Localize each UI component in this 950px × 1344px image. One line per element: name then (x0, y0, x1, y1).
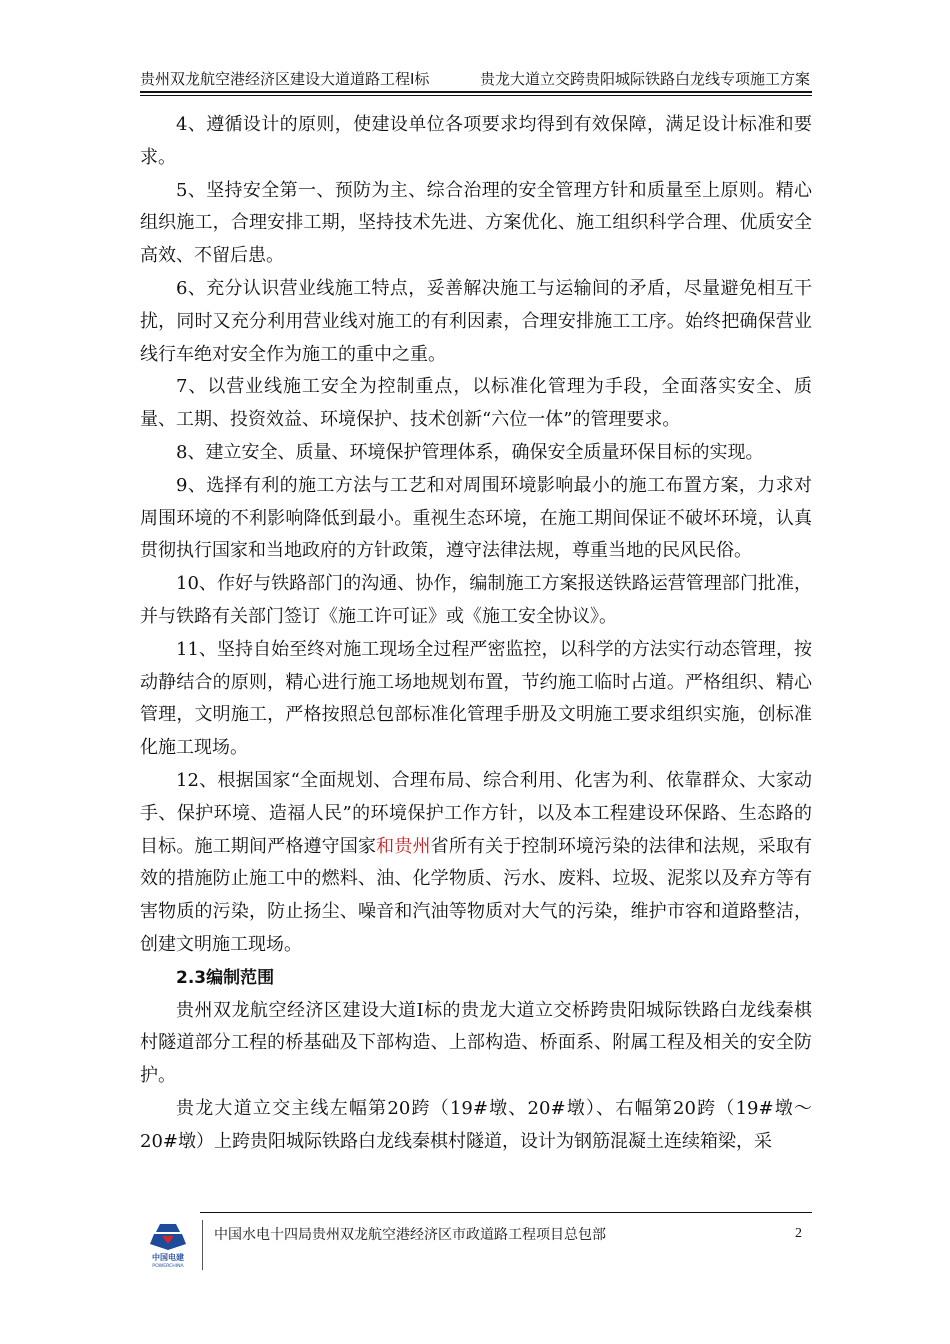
header-document-title: 贵龙大道立交跨贵阳城际铁路白龙线专项施工方案 (479, 70, 810, 88)
paragraph-6: 6、充分认识营业线施工特点，妥善解决施工与运输间的矛盾，尽量避免相互干扰，同时又充分利用营业线对施工的有利因素，合理安排施工工序。始终把确保营业线行车绝对安全作为施工的重中之重。 (140, 277, 812, 365)
logo-text-cn: 中国电建 (152, 1253, 184, 1262)
header-rule-thin (140, 95, 812, 96)
page-number: 2 (795, 1226, 802, 1241)
section-paragraph-2: 贵龙大道立交主线左幅第20跨（19#墩、20#墩）、右幅第20跨（19#墩～20#墩）上跨贵阳城际铁路白龙线秦棋村隧道，设计为钢筋混凝土连续箱梁，采 (140, 1097, 812, 1152)
paragraph-12 (140, 765, 812, 962)
paragraph-12-highlight: 和贵州 (376, 835, 431, 857)
paragraph-8: 8、建立安全、质量、环境保护管理体系，确保安全质量环保目标的实现。 (176, 441, 764, 463)
paragraph-10: 10、作好与铁路部门的沟通、协作，编制施工方案报送铁路运营管理部门批准，并与铁路有关部门签订《施工许可证》或《施工安全协议》。 (140, 573, 812, 627)
page-footer (140, 1212, 812, 1272)
footer-rule (200, 1212, 812, 1213)
footer-divider (202, 1220, 203, 1270)
paragraph-12-text-start: 12、根据国家“全面规划、合理布局、综合利用、化害为利、依靠群众、大家动手、保护环境、造福人民”的环境保护工作方针，以及本工程建设环保路、生态路的目标。施工期间严格遵守国家 (140, 769, 812, 857)
paragraph-5: 5、坚持安全第一、预防为主、综合治理的安全管理方针和质量至上原则。精心组织施工，合理安排工期，坚持技术先进、方案优化、施工组织科学合理、优质安全高效、不留后患。 (140, 179, 812, 267)
document-body (140, 109, 812, 1159)
paragraph-9: 9、选择有利的施工方法与工艺和对周围环境影响最小的施工布置方案，力求对周围环境的不利影响降低到最小。重视生态环境，在施工期间保证不破坏环境，认真贯彻执行国家和当地政府的方针政策，遵守法律法规，尊重当地的民风民俗。 (140, 474, 812, 562)
section-heading: 2.3编制范围 (176, 967, 275, 988)
logo-text-en: POWERCHINA (152, 1264, 184, 1269)
paragraph-12-text-end: 省所有关于控制环境污染的法律和法规，采取有效的措施防止施工中的燃料、油、化学物质、污水、废料、垃圾、泥浆以及弃方等有害物质的污染，防止扬尘、噪音和汽油等物质对大气的污染，维护市容和道路整洁，创建文明施工现场。 (140, 835, 813, 955)
page-header (140, 64, 812, 92)
paragraph-4: 4、遵循设计的原则，使建设单位各项要求均得到有效保障，满足设计标准和要求。 (140, 114, 812, 168)
footer-organization: 中国水电十四局贵州双龙航空港经济区市政道路工程项目总包部 (214, 1227, 606, 1243)
paragraph-11: 11、坚持自始至终对施工现场全过程严密监控，以科学的方法实行动态管理，按动静结合的原则，精心进行施工场地规划布置，节约施工临时占道。严格组织、精心管理，文明施工，严格按照总包部标准化管理手册及文明施工要求组织实施，创标准化施工现场。 (140, 638, 812, 759)
powerchina-logo (140, 1222, 196, 1272)
logo-mark-top (156, 1224, 180, 1232)
section-paragraph-1: 贵州双龙航空经济区建设大道Ⅰ标的贵龙大道立交桥跨贵阳城际铁路白龙线秦棋村隧道部分工程的桥基础及下部构造、上部构造、桥面系、附属工程及相关的安全防护。 (140, 999, 812, 1087)
paragraph-7: 7、以营业线施工安全为控制重点，以标准化管理为手段，全面落实安全、质量、工期、投资效益、环境保护、技术创新“六位一体”的管理要求。 (140, 376, 812, 431)
header-project-title: 贵州双龙航空港经济区建设大道道路工程Ⅰ标 (140, 70, 430, 88)
header-rule-thick (140, 91, 812, 93)
